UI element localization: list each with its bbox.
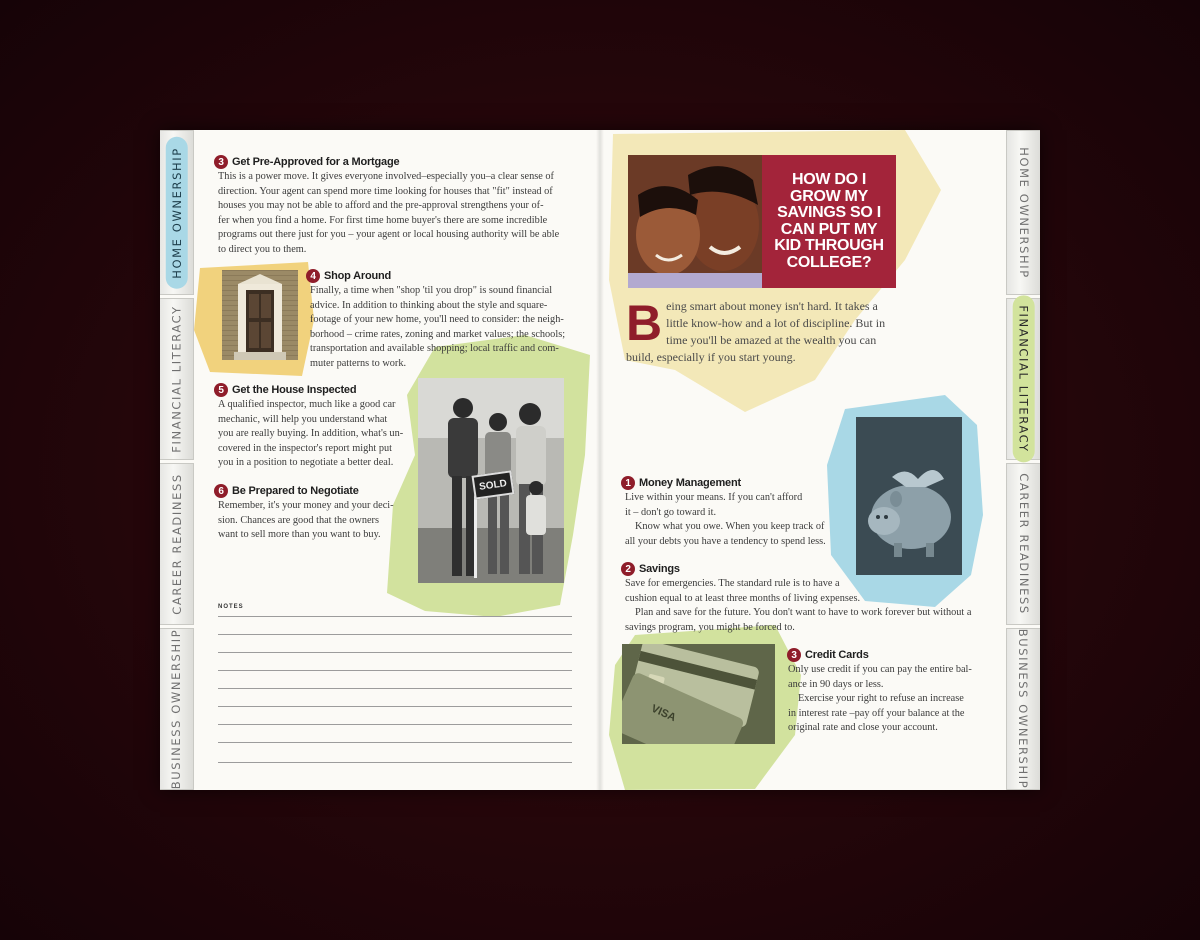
sold-sign: SOLD bbox=[472, 470, 515, 499]
tab-label: HOME OWNERSHIP bbox=[166, 137, 188, 289]
body-line: ance in 90 days or less. bbox=[788, 678, 884, 690]
section-number: 4 bbox=[306, 269, 320, 283]
section-body bbox=[788, 663, 988, 736]
notes-line bbox=[218, 762, 572, 763]
tab-financial-literacy-right[interactable] bbox=[1006, 298, 1040, 460]
body-line: covered in the inspector's report might put bbox=[218, 442, 392, 454]
family-sold-sign-photo bbox=[418, 378, 564, 583]
body-line: want to sell more than you want to buy. bbox=[218, 529, 381, 541]
tab-career-readiness-right[interactable] bbox=[1006, 463, 1040, 625]
body-line: Live within your means. If you can't afford bbox=[625, 492, 803, 503]
intro-text: eing smart about money isn't hard. It takes a little know-how and a lot of discipline. But in time you'll be amazed at the wealth you can build, especially if you start young. bbox=[626, 299, 886, 364]
section-heading bbox=[621, 562, 680, 576]
section-title: Money Management bbox=[639, 477, 741, 489]
tab-label: FINANCIAL LITERACY bbox=[1013, 295, 1035, 462]
intro-paragraph bbox=[626, 295, 891, 366]
body-line: programs out there just for you – your agent or local housing authority will be able bbox=[218, 229, 560, 241]
tab-business-ownership-left[interactable] bbox=[160, 628, 194, 790]
tab-label: BUSINESS OWNERSHIP bbox=[1016, 628, 1031, 790]
section-number: 3 bbox=[214, 155, 228, 169]
body-line: advice. In addition to thinking about the style and square- bbox=[310, 299, 548, 311]
section-number: 5 bbox=[214, 383, 228, 397]
section-number: 2 bbox=[621, 562, 635, 576]
section-body bbox=[310, 284, 580, 372]
notes-line bbox=[218, 706, 572, 707]
body-line: A qualified inspector, much like a good car bbox=[218, 399, 396, 410]
notes-line bbox=[218, 670, 572, 671]
section-title: Be Prepared to Negotiate bbox=[232, 485, 359, 497]
body-line: houses you may not be able to afford and the pre-approval strengthens your of- bbox=[218, 200, 544, 212]
section-heading bbox=[787, 648, 869, 662]
body-line: direction. Your agent can spend more time looking for houses that "fit" instead of bbox=[218, 185, 553, 197]
section-number: 1 bbox=[621, 476, 635, 490]
body-line: original rate and close your account. bbox=[788, 722, 938, 734]
tab-business-ownership-right[interactable] bbox=[1006, 628, 1040, 790]
section-body bbox=[625, 491, 855, 549]
booklet-spread bbox=[160, 130, 1040, 790]
spine-fold bbox=[596, 130, 604, 790]
body-line: in interest rate –pay off your balance at the bbox=[788, 707, 965, 719]
body-line: Save for emergencies. The standard rule is to have a bbox=[625, 578, 840, 589]
tab-label: BUSINESS OWNERSHIP bbox=[169, 628, 184, 790]
section-heading bbox=[214, 383, 356, 397]
drop-cap: B bbox=[626, 295, 663, 351]
body-line: it – don't go toward it. bbox=[625, 506, 717, 518]
section-body bbox=[218, 170, 578, 258]
body-line: to direct you to them. bbox=[218, 243, 307, 255]
notes-line bbox=[218, 724, 572, 725]
body-line: mechanic, will help you understand what bbox=[218, 413, 388, 425]
section-title: Shop Around bbox=[324, 270, 392, 282]
piggy-bank-photo bbox=[856, 417, 962, 575]
body-line: muter patterns to work. bbox=[310, 357, 407, 369]
notes-line bbox=[218, 742, 572, 743]
section-heading bbox=[214, 155, 399, 169]
notes-line bbox=[218, 616, 572, 617]
hero-question: HOW DO I GROW MY SAVINGS SO I CAN PUT MY KID THROUGH COLLEGE? bbox=[774, 171, 884, 271]
notes-line bbox=[218, 634, 572, 635]
hero-banner bbox=[628, 155, 896, 288]
hero-question-box bbox=[762, 155, 896, 288]
body-line: savings program, you might be forced to. bbox=[625, 621, 795, 633]
section-title: Credit Cards bbox=[805, 649, 869, 661]
body-line: all your debts you have a tendency to spend less. bbox=[625, 535, 826, 547]
body-line: you are really buying. In addition, what's un- bbox=[218, 428, 404, 440]
section-heading bbox=[621, 476, 741, 490]
tab-home-ownership-right[interactable] bbox=[1006, 130, 1040, 295]
body-line: transportation and available shopping; local traffic and com- bbox=[310, 343, 559, 355]
tab-label: CAREER READINESS bbox=[169, 473, 184, 615]
tab-home-ownership-left[interactable] bbox=[160, 130, 194, 295]
credit-cards-photo bbox=[622, 644, 775, 744]
body-line: Only use credit if you can pay the entire bal- bbox=[788, 664, 972, 675]
tab-label: CAREER READINESS bbox=[1016, 473, 1031, 615]
body-line: Remember, it's your money and your deci- bbox=[218, 500, 394, 511]
body-line: you in a position to negotiate a better deal. bbox=[218, 457, 394, 469]
body-line: Know what you owe. When you keep track of bbox=[635, 521, 825, 533]
body-line: borhood – crime rates, zoning and market values; the schools; bbox=[310, 328, 566, 340]
notes-label: NOTES bbox=[218, 604, 244, 610]
body-line: fer when you find a home. For first time home buyer's there are some incredible bbox=[218, 214, 548, 226]
body-line: Finally, a time when "shop 'til you drop" is sound financial bbox=[310, 285, 553, 296]
body-line: Exercise your right to refuse an increase bbox=[798, 693, 964, 705]
tab-career-readiness-left[interactable] bbox=[160, 463, 194, 625]
body-line: This is a power move. It gives everyone involved–especially you–a clear sense of bbox=[218, 171, 554, 182]
tab-label: FINANCIAL LITERACY bbox=[169, 305, 184, 453]
notes-line bbox=[218, 652, 572, 653]
section-number: 3 bbox=[787, 648, 801, 662]
section-number: 6 bbox=[214, 484, 228, 498]
body-line: Plan and save for the future. You don't want to have to work forever but without a bbox=[635, 607, 972, 619]
section-body bbox=[218, 499, 418, 543]
tab-financial-literacy-left[interactable] bbox=[160, 298, 194, 460]
section-body bbox=[625, 577, 985, 635]
section-title: Get the House Inspected bbox=[232, 384, 357, 396]
section-heading bbox=[214, 484, 359, 498]
section-title: Get Pre-Approved for a Mortgage bbox=[232, 156, 400, 168]
visa-logo-text: VISA bbox=[649, 702, 678, 725]
body-line: footage of your new home, you'll need to consider: the neigh- bbox=[310, 314, 564, 326]
section-body bbox=[218, 398, 418, 471]
section-heading bbox=[306, 269, 391, 283]
body-line: sion. Chances are good that the owners bbox=[218, 514, 379, 526]
section-title: Savings bbox=[639, 563, 680, 575]
body-line: cushion equal to at least three months of living expenses. bbox=[625, 592, 861, 604]
father-daughter-photo bbox=[628, 155, 762, 288]
front-door-photo bbox=[222, 270, 298, 360]
tab-label: HOME OWNERSHIP bbox=[1016, 146, 1031, 279]
notes-line bbox=[218, 688, 572, 689]
